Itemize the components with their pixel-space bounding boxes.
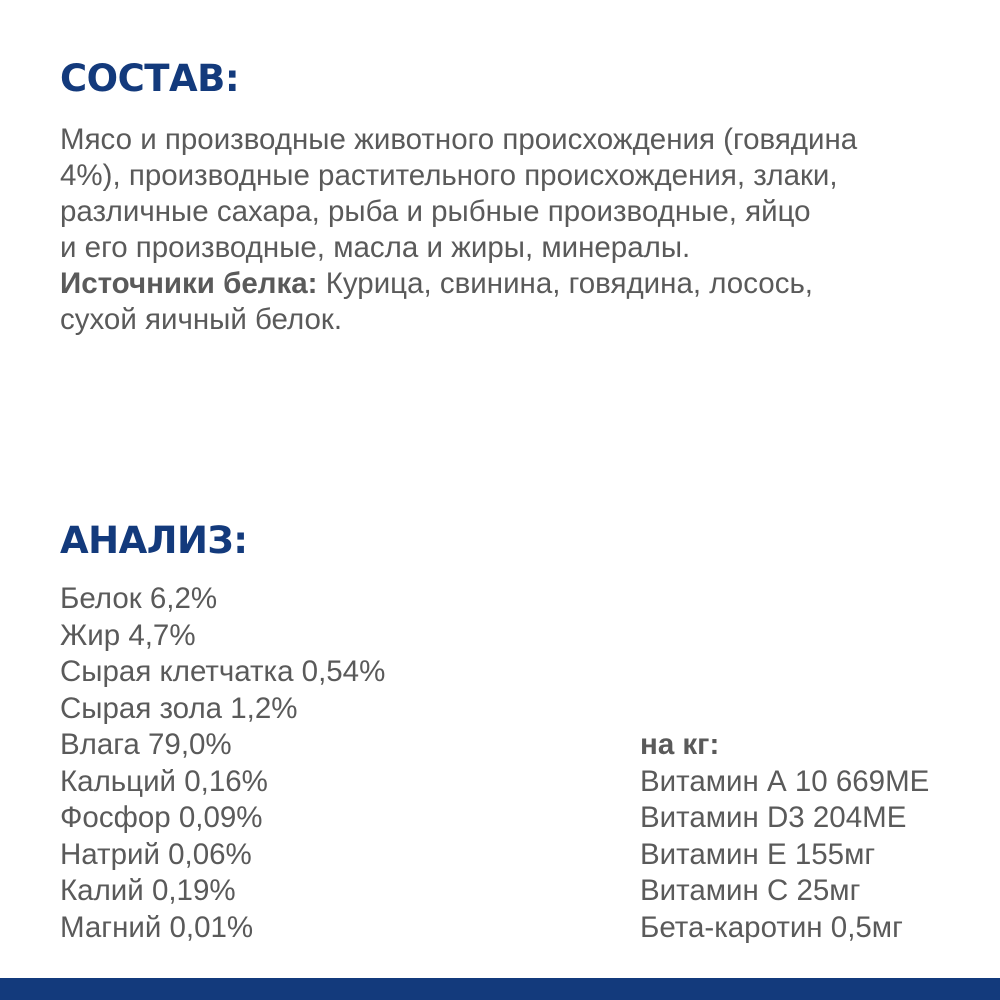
vitamin-c: Витамин С 25мг xyxy=(640,874,861,907)
composition-line-1: Мясо и производные животного происхождения (говядина xyxy=(60,123,858,156)
composition-line-2: 4%), производные растительного происхождения, злаки, xyxy=(60,159,838,192)
analysis-list xyxy=(60,581,385,946)
protein-sources-label: Источники белка: xyxy=(60,267,318,300)
per-kg-label: на кг: xyxy=(640,728,720,761)
composition-text xyxy=(60,122,980,338)
composition-heading: СОСТАВ: xyxy=(60,57,240,100)
beta-carotene: Бета-каротин 0,5мг xyxy=(640,910,903,944)
vitamin-d3: Витамин D3 204МЕ xyxy=(640,801,907,834)
analysis-item-fiber: Сырая клетчатка 0,54% xyxy=(60,655,386,688)
composition-line-3: различные сахара, рыба и рыбные производные, яйцо xyxy=(60,195,811,228)
vitamin-e: Витамин Е 155мг xyxy=(640,837,876,871)
analysis-item-magnesium: Магний 0,01% xyxy=(60,910,254,944)
analysis-item-sodium: Натрий 0,06% xyxy=(60,837,252,871)
vitamin-a: Витамин А 10 669МЕ xyxy=(640,764,930,798)
protein-sources xyxy=(60,266,980,302)
bottom-bar xyxy=(0,978,1000,1000)
protein-sources-text-2: сухой яичный белок. xyxy=(60,303,343,336)
analysis-heading: АНАЛИЗ: xyxy=(60,519,248,562)
analysis-item-calcium: Кальций 0,16% xyxy=(60,764,268,798)
analysis-item-potassium: Калий 0,19% xyxy=(60,874,236,907)
analysis-item-fat: Жир 4,7% xyxy=(60,618,196,652)
analysis-item-phosphorus: Фосфор 0,09% xyxy=(60,801,263,834)
analysis-item-moisture: Влага 79,0% xyxy=(60,728,232,761)
protein-sources-text: Курица, свинина, говядина, лосось, xyxy=(317,267,814,300)
vitamins-list xyxy=(640,727,929,946)
analysis-item-protein: Белок 6,2% xyxy=(60,582,218,615)
analysis-item-ash: Сырая зола 1,2% xyxy=(60,691,298,725)
composition-line-4: и его производные, масла и жиры, минералы. xyxy=(60,231,691,264)
